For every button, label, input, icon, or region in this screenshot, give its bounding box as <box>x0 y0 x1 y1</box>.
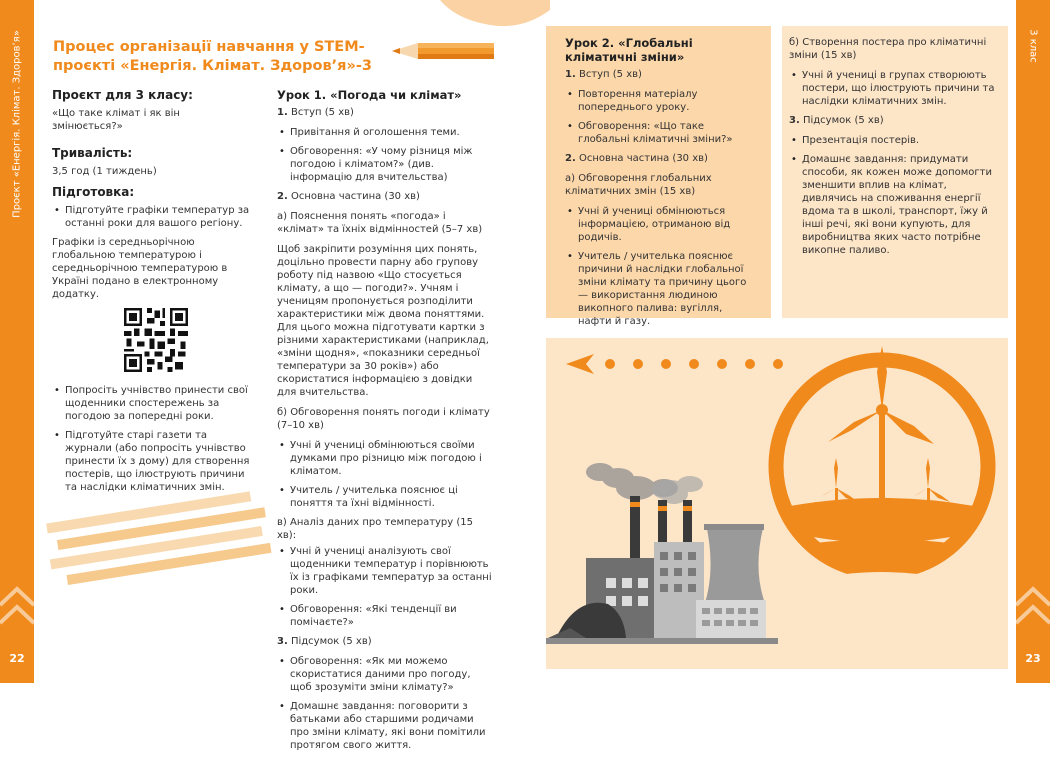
factory-and-turbines-illustration <box>546 338 1008 669</box>
lesson1-subsection: а) Пояснення понять «погода» і «клімат» та їхніх відмінностей (5–7 хв) <box>277 211 483 235</box>
right-sidebar <box>1016 0 1050 683</box>
prep-bullet: • Підготуйте графіки температур за останні роки для вашого регіону. <box>52 204 252 230</box>
lesson2-bullet: • Обговорення: «Що таке глобальні кліматичні зміни?» <box>565 120 753 146</box>
project-question: «Що таке клімат і як він змінюється?» <box>52 108 180 132</box>
lesson2-heading: Урок 2. «Глобальні кліматичні зміни» <box>565 36 693 64</box>
lesson2-subsection: а) Обговорення глобальних кліматичних змін (15 хв) <box>565 173 712 197</box>
prep-bullet: • Попросіть учнівство принести свої щоденники спостережень за погодою за попередні роки. <box>52 384 252 423</box>
lesson1-bullet: • Учні й учениці обмінюються своїми думками про різницю між погодою і кліматом. <box>277 439 493 478</box>
lesson1-step: 1. Вступ (5 хв) <box>277 107 354 118</box>
duration-value: 3,5 год (1 тиждень) <box>52 166 157 177</box>
lesson1-heading: Урок 1. «Погода чи клімат» <box>277 88 462 102</box>
left-sidebar <box>0 0 34 683</box>
prep-bullet: • Підготуйте старі газети та журнали (або попросіть учнівство принести їх з дому) для створення постерів, що ілюструють причини та наслідки кліматичних змін. <box>52 429 252 494</box>
chevron-decor-icon <box>0 583 34 653</box>
lesson2-bullet: • Повторення матеріалу попереднього уроку. <box>565 88 753 114</box>
lesson2-bullet: • Домашнє завдання: придумати способи, як кожен може допомогти зменшити вплив на клімат, дивлячись на споживання енергії вдома та в школі, транспорт, їжу й інші речі, які вони купують, для виробництва яких часто потрібне викопне паливо. <box>789 153 996 257</box>
lesson2-bullet: • Учні й учениці в групах створюють постери, що ілюструють причини та наслідки кліматичних змін. <box>789 69 996 108</box>
lesson1-bullet: • Обговорення: «У чому різниця між погодою і кліматом?» (див. інформацію для вчительства) <box>277 145 493 184</box>
lesson2-bullet: • Презентація постерів. <box>789 134 996 147</box>
factory-icon <box>546 463 778 644</box>
lesson2-panel <box>546 26 771 327</box>
lesson1-bullet: • Привітання й оголошення теми. <box>277 126 493 139</box>
lesson2-step: 1. Вступ (5 хв) <box>565 69 642 80</box>
lesson2-panel-continued <box>782 26 1008 318</box>
left-column <box>52 88 252 500</box>
pencil-icon <box>388 40 496 62</box>
energy-illustration <box>546 338 1008 669</box>
lesson2-bullet: • Учні й учениці обмінюються інформацією, отриманою від родичів. <box>565 205 753 244</box>
page-number-right: 23 <box>1025 652 1041 665</box>
lesson1-paragraph: Щоб закріпити розуміння цих понять, доцільно провести парну або групову роботу під назвою «Що стосується клімату, а що — погоди?». Учням і ученицям пропонується розподілити характеристики між двома поняттями. Для цього можна підготувати картки з різними характеристиками (наприклад, «зміни щодня», «показники середньої температури за 30 років») або скористатися інформацією з довідки для вчительства. <box>277 244 489 398</box>
prep-paragraph: Графіки із середньорічною глобальною температурою і середньорічною температурою в Україні подано в електронному додатку. <box>52 237 228 300</box>
chevron-decor-icon <box>1016 583 1050 653</box>
duration-heading: Тривалість: <box>52 146 133 160</box>
wind-turbine-icon <box>776 346 988 584</box>
page-number-left: 22 <box>9 652 25 665</box>
left-sidebar-label: Проєкт «Енергія. Клімат. Здоров’я» <box>11 30 23 218</box>
lesson1-bullet: • Обговорення: «Які тенденції ви помічаєте?» <box>277 603 493 629</box>
lesson1-step: 2. Основна частина (30 хв) <box>277 191 420 202</box>
dot-trail <box>605 359 783 369</box>
lesson2-subsection: б) Створення постера про кліматичні зміни (15 хв) <box>789 37 987 61</box>
lesson1-bullet: • Обговорення: «Як ми можемо скористатися даними про погоду, щоб зрозуміти зміни клімату?» <box>277 655 493 694</box>
pencils-illustration <box>44 484 276 594</box>
lesson1-subsection: б) Обговорення понять погоди і клімату (7–10 хв) <box>277 407 490 431</box>
lesson2-step: 2. Основна частина (30 хв) <box>565 153 708 164</box>
lesson2-bullet: • Учитель / учителька пояснює причини й наслідки глобальної зміни клімату та причину цього — використання людиною викопного палива: вугілля, нафти й газу. <box>565 250 753 328</box>
decor-blob <box>440 0 550 30</box>
lesson1-step: 3. Підсумок (5 хв) <box>277 636 372 647</box>
project-heading: Проєкт для 3 класу: <box>52 88 193 102</box>
lesson2-step: 3. Підсумок (5 хв) <box>789 115 884 126</box>
lesson1-column <box>277 88 493 758</box>
qr-code[interactable] <box>124 308 188 372</box>
lesson1-bullet: • Учні й учениці аналізують свої щоденники температур і порівнюють їх із графіками температур за останні роки. <box>277 545 493 597</box>
prep-heading: Підготовка: <box>52 185 135 199</box>
lesson1-bullet: • Учитель / учителька пояснює ці поняття та їхні відмінності. <box>277 484 493 510</box>
right-sidebar-label: 3 клас <box>1027 29 1039 63</box>
lesson1-subsection: в) Аналіз даних про температуру (15 хв): <box>277 517 474 541</box>
arrow-left-icon <box>566 354 594 374</box>
lesson1-bullet: • Домашнє завдання: поговорити з батьками або старшими родичами про зміни клімату, які вони помітили протягом свого життя. <box>277 700 493 752</box>
page-title: Процес організації навчання у STEM-проєкті «Енергія. Клімат. Здоров’я»-3 <box>53 39 372 74</box>
